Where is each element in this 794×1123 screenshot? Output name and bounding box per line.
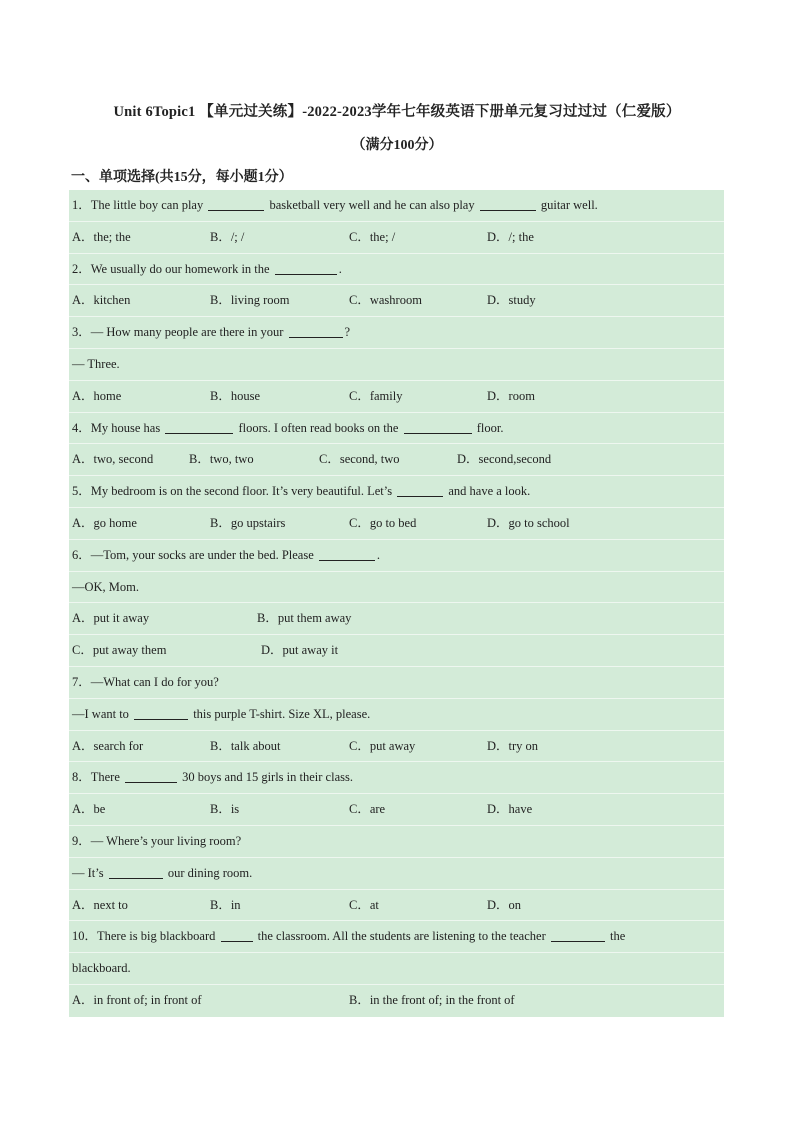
answer-blank — [134, 705, 188, 720]
option-b[interactable]: B．go upstairs — [210, 515, 286, 530]
option-a[interactable]: A．in front of; in front of — [72, 992, 202, 1007]
option-c[interactable]: C．at — [349, 897, 379, 912]
option-a[interactable]: A．home — [72, 388, 122, 403]
question-10-stem: 10．There is big blackboard the classroom. All the students are listening to the teacher the — [69, 921, 724, 953]
answer-blank — [125, 768, 177, 783]
option-d[interactable]: D．try on — [487, 738, 539, 753]
option-d[interactable]: D．/; the — [487, 229, 534, 244]
option-b[interactable]: B．two, two — [189, 452, 254, 467]
section-heading: 一、单项选择(共15分，每小题1分） — [71, 170, 293, 185]
option-d[interactable]: D．on — [487, 897, 522, 912]
answer-blank — [275, 260, 337, 275]
question-1-options — [69, 222, 724, 254]
question-2-options — [69, 285, 724, 317]
question-8-stem: 8．There 30 boys and 15 girls in their class. — [69, 762, 724, 794]
question-6-options-ab — [69, 603, 724, 635]
question-9-options — [69, 890, 724, 922]
option-a[interactable]: A．kitchen — [72, 293, 131, 308]
answer-blank — [319, 546, 375, 561]
option-a[interactable]: A．put it away — [72, 611, 150, 626]
option-c[interactable]: C．second, two — [319, 452, 400, 467]
option-a[interactable]: A．search for — [72, 738, 144, 753]
option-c[interactable]: C．go to bed — [349, 515, 417, 530]
option-b[interactable]: B．in — [210, 897, 241, 912]
option-b[interactable]: B．talk about — [210, 738, 281, 753]
option-b[interactable]: B．put them away — [257, 611, 352, 626]
option-b[interactable]: B．in the front of; in the front of — [349, 992, 515, 1007]
option-d[interactable]: D．have — [487, 802, 533, 817]
question-3-reply: — Three. — [69, 349, 724, 381]
question-9-stem: 9．— Where’s your living room? — [69, 826, 724, 858]
question-7-reply: —I want to this purple T-shirt. Size XL, please. — [69, 699, 724, 731]
answer-blank — [208, 196, 264, 211]
question-6-stem: 6．—Tom, your socks are under the bed. Please . — [69, 540, 724, 572]
question-1-stem: 1．The little boy can play basketball very well and he can also play guitar well. — [69, 190, 724, 222]
answer-blank — [404, 419, 472, 434]
option-a[interactable]: A．go home — [72, 515, 137, 530]
question-3-options — [69, 381, 724, 413]
question-10-stem-continued: blackboard. — [69, 953, 724, 985]
question-2-stem: 2．We usually do our homework in the . — [69, 254, 724, 286]
question-5-options — [69, 508, 724, 540]
document-title: Unit 6Topic1 【单元过关练】-2022-2023学年七年级英语下册单元复习过过过（仁爱版） — [113, 104, 681, 120]
option-c[interactable]: C．put away them — [72, 643, 167, 658]
answer-blank — [480, 196, 536, 211]
option-b[interactable]: B．living room — [210, 293, 290, 308]
question-4-options — [69, 444, 724, 476]
question-7-options — [69, 731, 724, 763]
question-7-stem: 7．—What can I do for you? — [69, 667, 724, 699]
question-6-reply: —OK, Mom. — [69, 572, 724, 604]
option-b[interactable]: B．is — [210, 802, 240, 817]
answer-blank — [289, 323, 343, 338]
question-4-stem: 4．My house has floors. I often read books on the floor. — [69, 413, 724, 445]
option-a[interactable]: A．two, second — [72, 452, 154, 467]
option-a[interactable]: A．the; the — [72, 229, 131, 244]
option-b[interactable]: B．house — [210, 388, 261, 403]
answer-blank — [109, 864, 163, 879]
question-8-options — [69, 794, 724, 826]
option-c[interactable]: C．family — [349, 388, 403, 403]
answer-blank — [397, 482, 443, 497]
option-a[interactable]: A．next to — [72, 897, 128, 912]
option-c[interactable]: C．the; / — [349, 229, 396, 244]
option-d[interactable]: D．second,second — [457, 452, 552, 467]
option-d[interactable]: D．room — [487, 388, 535, 403]
option-c[interactable]: C．are — [349, 802, 386, 817]
option-d[interactable]: D．go to school — [487, 515, 570, 530]
answer-blank — [551, 927, 605, 942]
option-a[interactable]: A．be — [72, 802, 106, 817]
answer-blank — [165, 419, 233, 434]
option-b[interactable]: B．/; / — [210, 229, 245, 244]
score-note: （满分100分） — [351, 138, 443, 153]
question-9-reply: — It’s our dining room. — [69, 858, 724, 890]
question-area — [69, 190, 724, 1017]
option-c[interactable]: C．put away — [349, 738, 416, 753]
option-d[interactable]: D．put away it — [261, 643, 339, 658]
option-c[interactable]: C．washroom — [349, 293, 422, 308]
option-d[interactable]: D．study — [487, 293, 536, 308]
question-10-options — [69, 985, 724, 1017]
question-3-stem: 3．— How many people are there in your ? — [69, 317, 724, 349]
answer-blank — [221, 927, 253, 942]
question-6-options-cd — [69, 635, 724, 667]
question-5-stem: 5．My bedroom is on the second floor. It’s very beautiful. Let’s and have a look. — [69, 476, 724, 508]
